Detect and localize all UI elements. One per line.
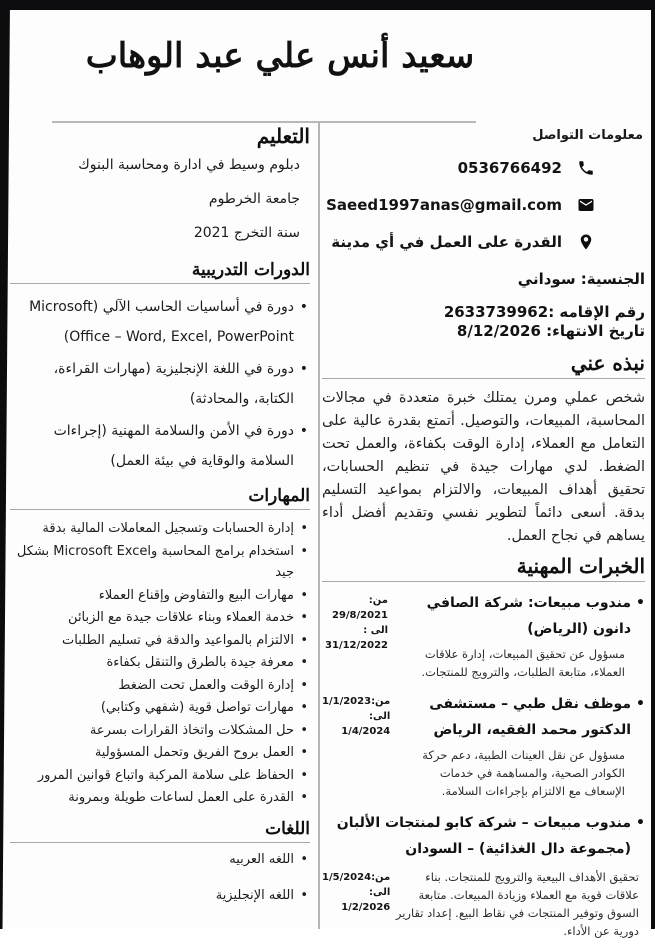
skill-item: • حل المشكلات واتخاذ القرارات بسرعة (10, 720, 310, 742)
course-item: • دورة في الأمن والسلامة المهنية (إجراءات السلامة والوقاية في بيئة العمل) (10, 416, 310, 476)
skill-item: • الالتزام بالمواعيد والدقة في تسليم الطلبات (10, 630, 310, 652)
languages-list (10, 851, 310, 905)
skill-item: • القدرة على العمل لساعات طويلة وبمرونة (10, 787, 310, 809)
job-content (388, 590, 645, 681)
email-address: Saeed1997anas@gmail.com (326, 196, 562, 214)
skills-list (10, 518, 310, 809)
job-content (390, 691, 645, 800)
email-icon (577, 196, 595, 214)
education-degree: دبلوم وسيط في ادارة ومحاسبة البنوك (78, 157, 300, 173)
skills-divider-line (10, 509, 310, 510)
contact-header: معلومات التواصل (532, 128, 643, 143)
job-title: • مندوب مبيعات – شركة كابو لمنتجات الألبان (مجموعة دال الغذائية) – السودان (322, 810, 645, 862)
location-text: القدرة على العمل في أي مدينة (331, 233, 562, 251)
job-entry (322, 691, 645, 800)
about-header: نبذه عني (570, 351, 645, 375)
job-date-to: الى: 1/2/2026 (341, 887, 391, 913)
language-item: • اللغه الإنجليزية (10, 887, 310, 905)
job-date-from: من: 29/8/2021 (331, 595, 388, 621)
languages-divider-line (10, 842, 310, 843)
job-date-from: من:1/1/2023 (322, 696, 391, 707)
job-title: • موظف نقل طبي – مستشفى الدكتور محمد الفقيه، الرياض (390, 691, 645, 743)
header-divider-line (52, 121, 476, 123)
column-divider-line (318, 122, 320, 929)
right-border-bar (651, 0, 655, 929)
contact-location-row (322, 233, 645, 251)
residence-number: رقم الإقامه :2633739962 (443, 303, 645, 321)
language-item: • اللغه العربيه (10, 851, 310, 869)
experience-header: الخبرات المهنية (516, 554, 645, 578)
job-description: تحقيق الأهداف البيعية والترويج للمنتجات. بناء علاقات قوية مع العملاء وزيادة المبيعات. متابعة السوق وتوفير المنتجات في نقاط البيع. إعداد تقارير دورية عن الأداء. (395, 870, 639, 938)
right-column (322, 124, 645, 950)
skill-item: • مهارات تواصل قوية (شفهي وكتابي) (10, 697, 310, 719)
residence-expiry-date: تاريخ الانتهاء: 8/12/2026 (456, 322, 645, 340)
job-description: مسؤول عن تحقيق المبيعات، إدارة علاقات العملاء، متابعة الطلبات، والترويج للمنتجات. (421, 647, 625, 679)
about-text: شخص عملي ومرن يمتلك خبرة متعددة في مجالات المحاسبة، المبيعات، والتوصيل. أتمتع بقدرة عالية على التعامل مع العملاء، إدارة الوقت بكفاءة، والعمل تحت الضغط. لدي مهارات جيدة في تنظيم الحسابات، تحقيق أهداف المبيعات، والالتزام بمواعيد التسليم بدقة. أسعى دائماً لتطوير نفسي وتقديم أفضل أداء يساهم في نجاح العمل. (322, 390, 645, 544)
job-entry (322, 810, 645, 940)
job-description: مسؤول عن نقل العينات الطبية، دعم حركة الكوادر الصحية، والمساهمة في خدمات الإسعاف مع الالتزام بإجراءات السلامة. (422, 748, 625, 798)
course-item: • دورة في أساسيات الحاسب الآلي (Microsoft Office – Word, Excel, PowerPoint) (10, 292, 310, 352)
job-date-from: من:1/5/2024 (322, 872, 391, 883)
job-dates (322, 590, 388, 681)
contact-email-row (322, 196, 645, 214)
contact-phone-row (322, 159, 645, 177)
skill-item: • معرفة جيدة بالطرق والتنقل بكفاءة (10, 652, 310, 674)
nationality: الجنسية: سوداني (517, 270, 645, 288)
skill-item: • إدارة الوقت والعمل تحت الضغط (10, 675, 310, 697)
location-pin-icon (577, 233, 595, 251)
phone-icon (577, 159, 595, 177)
skill-item: • خدمة العملاء وبناء علاقات جيدة مع الزبائن (10, 607, 310, 629)
languages-header: اللغات (265, 818, 310, 839)
left-border-bar (0, 0, 10, 929)
job-date-to: الى: 1/4/2024 (341, 711, 391, 737)
experience-divider-line (322, 581, 645, 582)
job-entry (322, 590, 645, 681)
skill-item: • العمل بروح الفريق وتحمل المسؤولية (10, 742, 310, 764)
job-content (322, 868, 645, 940)
education-graduation-year: سنة التخرج 2021 (193, 225, 300, 241)
course-item: • دورة في اللغة الإنجليزية (مهارات القراءة، الكتابة، والمحادثة) (10, 354, 310, 414)
skill-item: • استخدام برامج المحاسبة وMicrosoft Excel بشكل جيد (10, 541, 310, 584)
job-date-to: الى : 31/12/2022 (325, 625, 388, 651)
phone-number: 0536766492 (457, 159, 562, 177)
skill-item: • إدارة الحسابات وتسجيل المعاملات المالية بدقة (10, 518, 310, 540)
job-title: • مندوب مبيعات: شركة الصافي دانون (الرياض) (388, 590, 645, 642)
courses-divider-line (10, 283, 310, 284)
education-header: التعليم (256, 124, 310, 148)
top-border-bar (0, 0, 655, 10)
skill-item: • الحفاظ على سلامة المركبة واتباع قوانين المرور (10, 765, 310, 787)
about-divider-line (322, 378, 645, 379)
skill-item: • مهارات البيع والتفاوض وإقناع العملاء (10, 585, 310, 607)
job-dates (322, 691, 390, 800)
courses-header: الدورات التدريبية (191, 260, 310, 280)
job-dates (322, 868, 390, 940)
candidate-name: سعيد أنس علي عبد الوهاب (85, 36, 475, 76)
courses-list (10, 292, 310, 476)
skills-header: المهارات (248, 486, 310, 506)
education-university: جامعة الخرطوم (208, 191, 300, 207)
left-column (10, 124, 310, 923)
